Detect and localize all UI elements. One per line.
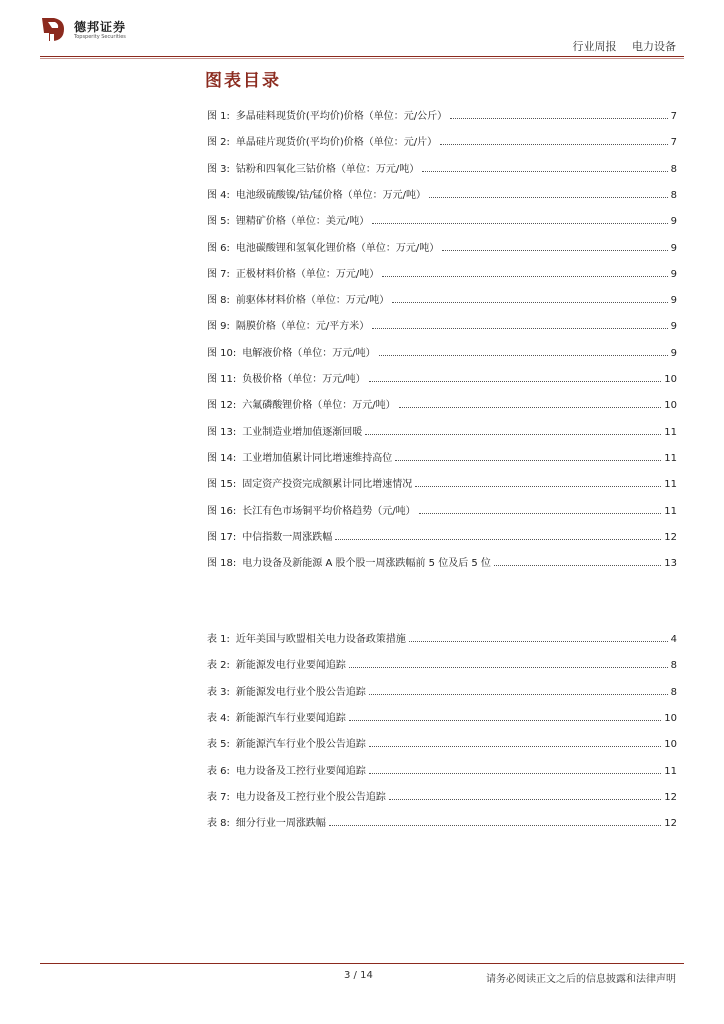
- dot-leader: [389, 799, 661, 800]
- header-report-info: [561, 38, 677, 54]
- entry-page-number: 9: [670, 347, 677, 359]
- dot-leader: [419, 513, 662, 514]
- page-number: 3 / 14: [344, 970, 373, 981]
- entry-title: 细分行业一周涨跌幅: [235, 818, 326, 830]
- entry-title: 长江有色市场铜平均价格趋势（元/吨）: [242, 505, 416, 517]
- header-divider-thin: [40, 58, 684, 59]
- entry-page-number: 13: [664, 558, 677, 570]
- entry-label: 图 10:: [207, 347, 237, 359]
- entry-page-number: 11: [664, 426, 677, 438]
- dot-leader: [379, 355, 668, 356]
- entry-label: 图 6:: [207, 242, 230, 254]
- company-logo-icon: [40, 14, 66, 44]
- entry-title: 正极材料价格（单位：万元/吨）: [235, 268, 380, 280]
- entry-label: 表 5:: [207, 739, 230, 751]
- brand-subtitle: Topsperity Securities: [74, 34, 126, 40]
- dot-leader: [335, 539, 661, 540]
- entry-page-number: 8: [670, 163, 677, 175]
- table-entry[interactable]: [207, 655, 677, 671]
- entry-label: 表 4:: [207, 712, 230, 724]
- figure-entry[interactable]: [207, 316, 677, 332]
- entry-page-number: 9: [670, 268, 677, 280]
- entry-title: 前驱体材料价格（单位：万元/吨）: [235, 295, 390, 307]
- entry-title: 隔膜价格（单位：元/平方米）: [235, 321, 370, 333]
- report-type: 行业周报: [572, 40, 617, 53]
- table-entry[interactable]: [207, 708, 677, 724]
- entry-page-number: 8: [670, 686, 677, 698]
- entry-label: 图 2:: [207, 137, 230, 149]
- figure-entry[interactable]: [207, 553, 677, 569]
- entry-page-number: 10: [664, 374, 677, 385]
- entry-page-number: 8: [670, 189, 677, 201]
- dot-leader: [494, 565, 661, 566]
- dot-leader: [372, 223, 667, 224]
- entry-page-number: 11: [664, 505, 677, 517]
- entry-page-number: 10: [664, 712, 677, 724]
- figure-entry[interactable]: [207, 185, 677, 201]
- entry-title: 工业增加值累计同比增速维持高位: [242, 452, 393, 464]
- table-entry[interactable]: [207, 761, 677, 777]
- figure-entry[interactable]: [207, 527, 677, 543]
- dot-leader: [369, 694, 668, 695]
- entry-title: 六氟磷酸锂价格（单位：万元/吨）: [242, 400, 396, 412]
- entry-page-number: 9: [670, 295, 677, 307]
- entry-label: 表 7:: [207, 791, 230, 803]
- entry-page-number: 10: [664, 739, 677, 751]
- dot-leader: [369, 381, 662, 382]
- figure-entry[interactable]: [207, 264, 677, 280]
- dot-leader: [399, 407, 662, 408]
- entry-page-number: 4: [670, 634, 677, 645]
- dot-leader: [392, 302, 667, 303]
- brand-name: 德邦证券: [74, 20, 127, 34]
- dot-leader: [382, 276, 667, 277]
- entry-label: 图 17:: [207, 531, 237, 543]
- entry-page-number: 7: [670, 111, 677, 122]
- entry-page-number: 12: [664, 531, 677, 543]
- entry-title: 电池级硫酸镍/钴/锰价格（单位：万元/吨）: [235, 189, 427, 201]
- entry-label: 图 18:: [207, 558, 237, 570]
- entry-label: 图 14:: [207, 452, 237, 464]
- entry-page-number: 9: [670, 321, 677, 333]
- entry-label: 表 3:: [207, 686, 230, 698]
- entry-label: 表 8:: [207, 818, 230, 830]
- figure-entry[interactable]: [207, 395, 677, 411]
- entry-label: 表 1:: [207, 634, 230, 645]
- dot-leader: [450, 118, 668, 119]
- entry-title: 近年美国与欧盟相关电力设备政策措施: [235, 634, 406, 645]
- entry-title: 锂精矿价格（单位：美元/吨）: [235, 216, 370, 228]
- figure-entry[interactable]: [207, 106, 677, 122]
- dot-leader: [442, 250, 667, 251]
- dot-leader: [429, 197, 668, 198]
- entry-title: 新能源发电行业个股公告追踪: [235, 686, 366, 698]
- entry-label: 图 13:: [207, 426, 237, 438]
- dot-leader: [440, 144, 668, 145]
- table-entry[interactable]: [207, 682, 677, 698]
- dot-leader: [349, 667, 668, 668]
- table-entry[interactable]: [207, 787, 677, 803]
- entry-title: 新能源发电行业要闻追踪: [235, 660, 346, 672]
- entry-label: 图 5:: [207, 216, 230, 228]
- dot-leader: [365, 434, 661, 435]
- figure-entry[interactable]: [207, 422, 677, 438]
- entry-label: 图 16:: [207, 505, 237, 517]
- dot-leader: [372, 328, 667, 329]
- figure-entry[interactable]: [207, 132, 677, 148]
- entry-label: 图 15:: [207, 479, 237, 491]
- dot-leader: [422, 171, 667, 172]
- figure-entry[interactable]: [207, 211, 677, 227]
- table-entry[interactable]: [207, 734, 677, 750]
- figure-entry[interactable]: [207, 501, 677, 517]
- figure-entry[interactable]: [207, 343, 677, 359]
- entry-label: 图 8:: [207, 295, 230, 307]
- dot-leader: [395, 460, 661, 461]
- entry-label: 图 1:: [207, 111, 230, 122]
- entry-label: 图 3:: [207, 163, 230, 175]
- entry-title: 电解液价格（单位：万元/吨）: [242, 347, 376, 359]
- entry-label: 图 11:: [207, 374, 237, 385]
- entry-page-number: 10: [664, 400, 677, 412]
- entry-page-number: 8: [670, 660, 677, 672]
- entry-label: 图 7:: [207, 268, 230, 280]
- entry-label: 图 4:: [207, 189, 230, 201]
- figure-entry[interactable]: [207, 369, 677, 385]
- entry-page-number: 12: [664, 818, 677, 830]
- table-entry[interactable]: [207, 813, 677, 829]
- dot-leader: [369, 773, 661, 774]
- figure-entry[interactable]: [207, 159, 677, 175]
- entry-title: 固定资产投资完成额累计同比增速情况: [242, 479, 413, 491]
- entry-label: 图 9:: [207, 321, 230, 333]
- entry-title: 电力设备及新能源 A 股个股一周涨跌幅前 5 位及后 5 位: [242, 558, 491, 570]
- entry-label: 表 6:: [207, 765, 230, 777]
- entry-page-number: 9: [670, 242, 677, 254]
- report-sector: 电力设备: [632, 40, 676, 53]
- footer-divider: [40, 963, 684, 964]
- figure-entry[interactable]: [207, 448, 677, 464]
- figure-entry[interactable]: [207, 238, 677, 254]
- dot-leader: [369, 746, 661, 747]
- entry-title: 工业制造业增加值逐渐回暖: [242, 426, 363, 438]
- figure-entry[interactable]: [207, 290, 677, 306]
- entry-title: 电力设备及工控行业个股公告追踪: [235, 791, 386, 803]
- entry-page-number: 11: [664, 452, 677, 464]
- entry-title: 新能源汽车行业个股公告追踪: [235, 739, 366, 751]
- entry-title: 中信指数一周涨跌幅: [242, 531, 333, 543]
- dot-leader: [409, 641, 668, 642]
- page-title: 图表目录: [205, 71, 281, 91]
- entry-page-number: 12: [664, 791, 677, 803]
- page-header: [0, 0, 724, 60]
- header-divider: [40, 56, 684, 57]
- footer-disclaimer: 请务必阅读正文之后的信息披露和法律声明: [486, 974, 676, 985]
- entry-page-number: 7: [670, 137, 677, 149]
- table-entry[interactable]: [207, 629, 677, 645]
- entry-title: 电力设备及工控行业要闻追踪: [235, 765, 366, 777]
- entry-title: 钴粉和四氧化三钴价格（单位：万元/吨）: [235, 163, 420, 175]
- entry-label: 表 2:: [207, 660, 230, 672]
- entry-page-number: 9: [670, 216, 677, 228]
- dot-leader: [349, 720, 661, 721]
- entry-page-number: 11: [664, 479, 677, 491]
- entry-label: 图 12:: [207, 400, 237, 412]
- entry-title: 新能源汽车行业要闻追踪: [235, 712, 346, 724]
- entry-title: 多晶硅料现货价(平均价)价格（单位：元/公斤）: [235, 111, 448, 122]
- figure-entry[interactable]: [207, 474, 677, 490]
- entry-title: 负极价格（单位：万元/吨）: [242, 374, 366, 385]
- entry-page-number: 11: [664, 765, 677, 777]
- entry-title: 单晶硅片现货价(平均价)价格（单位：元/片）: [235, 137, 438, 149]
- dot-leader: [329, 825, 661, 826]
- dot-leader: [415, 486, 661, 487]
- entry-title: 电池碳酸锂和氢氧化锂价格（单位：万元/吨）: [235, 242, 440, 254]
